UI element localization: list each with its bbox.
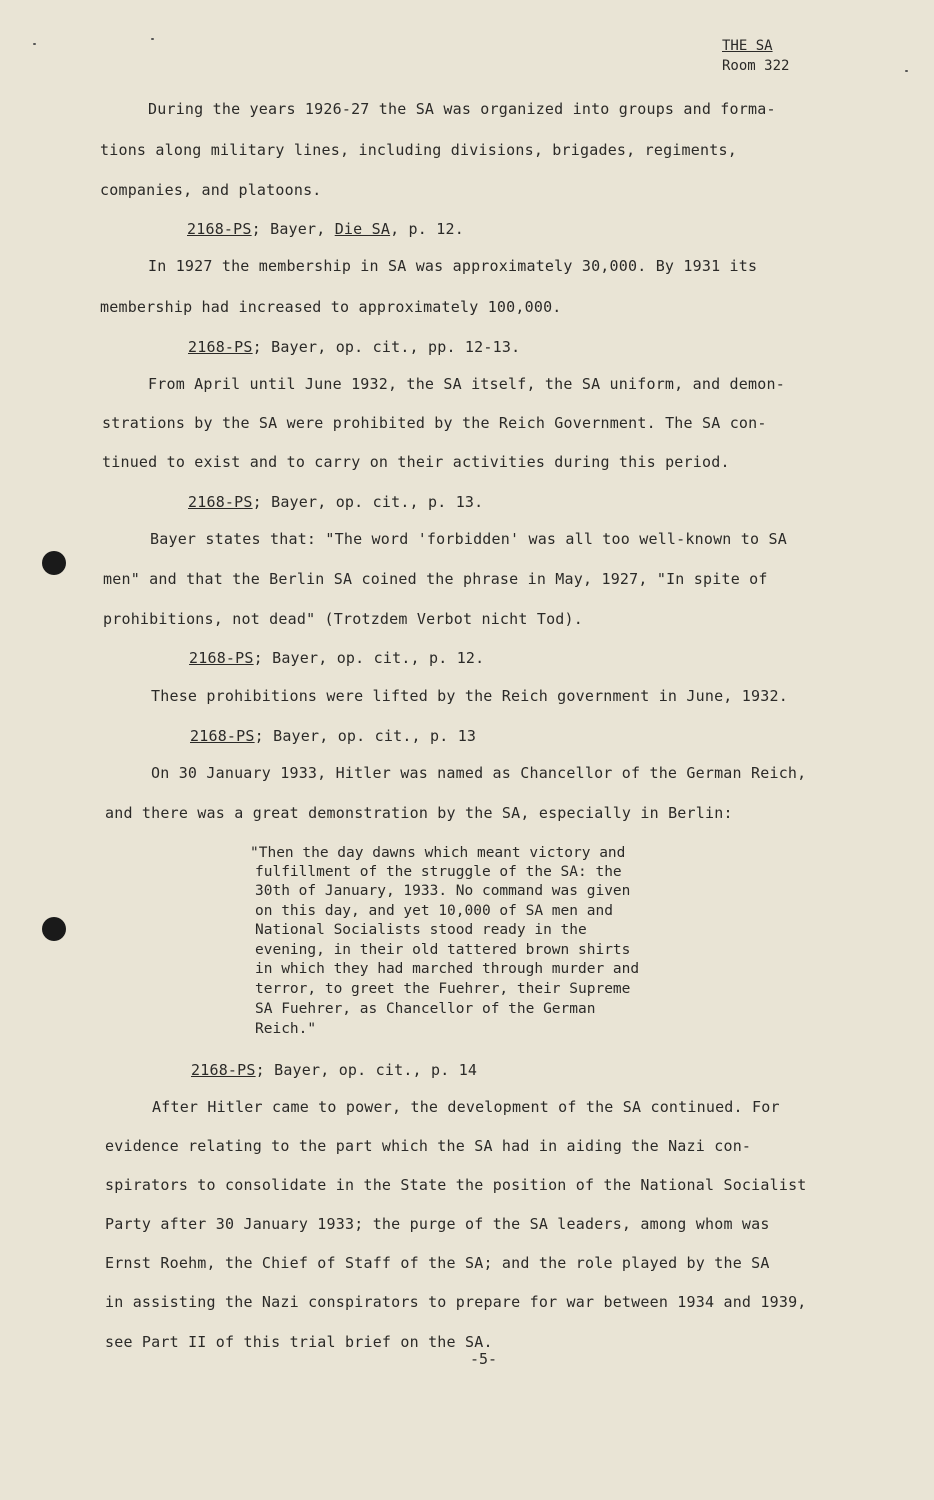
citation-rest: , p. 12. [390,220,464,238]
citation [187,220,464,238]
quote-line: 30th of January, 1933. No command was given [255,883,631,899]
body-line: Bayer states that: "The word 'forbidden' was all too well-known to SA [150,530,787,548]
header-room: Room 322 [722,58,790,74]
body-line: These prohibitions were lifted by the Reich government in June, 1932. [151,687,788,705]
quote-line: terror, to greet the Fuehrer, their Supreme [255,981,631,997]
citation [188,338,520,356]
citation [191,1061,477,1079]
citation [188,493,483,511]
quote-line: National Socialists stood ready in the [255,922,587,938]
header-title: THE SA [722,38,773,54]
body-line: evidence relating to the part which the SA had in aiding the Nazi con- [105,1137,752,1155]
paper-speck [33,43,36,45]
body-line: From April until June 1932, the SA itself, the SA uniform, and demon- [148,375,785,393]
citation [189,649,484,667]
quote-line: SA Fuehrer, as Chancellor of the German [255,1001,596,1017]
citation-text: ; Bayer, op. cit., p. 14 [255,1061,478,1079]
citation-text: ; Bayer, op. cit., pp. 12-13. [252,338,521,356]
quote-line: evening, in their old tattered brown shirts [255,942,631,958]
body-line: After Hitler came to power, the development of the SA continued. For [152,1098,780,1116]
citation-ref: 2168-PS [189,649,254,667]
body-line: membership had increased to approximately 100,000. [100,298,562,316]
body-line: companies, and platoons. [100,181,322,199]
body-line: see Part II of this trial brief on the SA. [105,1333,493,1351]
body-line: in assisting the Nazi conspirators to prepare for war between 1934 and 1939, [105,1293,807,1311]
body-line: men" and that the Berlin SA coined the phrase in May, 1927, "In spite of [103,570,768,588]
body-line: prohibitions, not dead" (Trotzdem Verbot nicht Tod). [103,610,583,628]
citation-text: ; Bayer, op. cit., p. 13. [252,493,484,511]
citation-ref: 2168-PS [188,493,253,511]
citation-text: ; Bayer, [251,220,335,238]
punch-hole [42,551,66,575]
quote-line: fulfillment of the struggle of the SA: the [255,864,622,880]
citation-ref: 2168-PS [187,220,252,238]
quote-line: "Then the day dawns which meant victory and [250,845,626,861]
citation-ref: 2168-PS [188,338,253,356]
citation-text: ; Bayer, op. cit., p. 12. [253,649,485,667]
page-number: -5- [470,1350,498,1368]
citation [190,727,476,745]
body-line: and there was a great demonstration by the SA, especially in Berlin: [105,804,733,822]
quote-line: Reich." [255,1021,317,1037]
quote-line: on this day, and yet 10,000 of SA men and [255,903,613,919]
paper-speck [151,38,154,40]
quote-line: in which they had marched through murder and [255,961,640,977]
citation-text: ; Bayer, op. cit., p. 13 [254,727,477,745]
punch-hole [42,917,66,941]
citation-ref: 2168-PS [191,1061,256,1079]
body-line: spirators to consolidate in the State the position of the National Socialist [105,1176,807,1194]
citation-ref: 2168-PS [190,727,255,745]
body-line: tinued to exist and to carry on their activities during this period. [102,453,730,471]
body-line: Ernst Roehm, the Chief of Staff of the SA; and the role played by the SA [105,1254,770,1272]
body-line: tions along military lines, including divisions, brigades, regiments, [100,141,737,159]
body-line: During the years 1926-27 the SA was organized into groups and forma- [148,100,776,118]
paper-speck [905,70,908,72]
body-line: On 30 January 1933, Hitler was named as Chancellor of the German Reich, [151,764,807,782]
citation-title: Die SA [334,220,391,238]
body-line: In 1927 the membership in SA was approximately 30,000. By 1931 its [148,257,758,275]
body-line: strations by the SA were prohibited by the Reich Government. The SA con- [102,414,767,432]
body-line: Party after 30 January 1933; the purge of the SA leaders, among whom was [105,1215,770,1233]
